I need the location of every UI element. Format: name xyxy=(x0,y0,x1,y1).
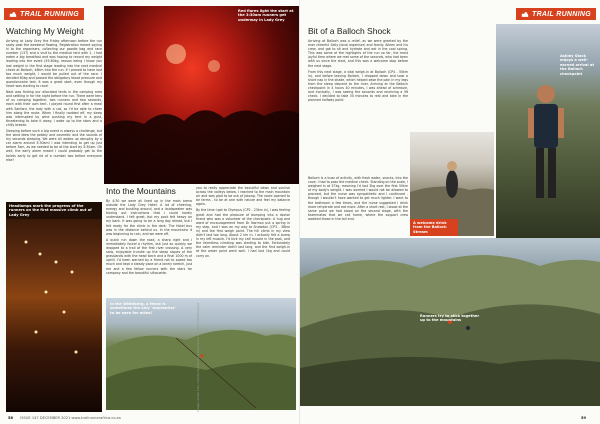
paragraph: By 4:30 we were all lined up in the main arena outside the Lady Grey Hotel. A lot of cheering, energy and bustling around, and a loudspeaker was blaring out instructions that I could hardly understand. I felt great, but my pack felt heavy on my back. It was going to be a long day ahead, but I felt ready for the climb in the dark. The Hotel bus was in the distance behind us. In the mountains it was beginning to rain, and we were off. xyxy=(106,199,192,236)
paragraph: Arriving at Lady Grey the Friday afternoon before the run sadly past the weekend flowing, Registration meant saying hi to the organisers, collecting our goodie bag and race number (137) and a visit to the medical tent with 1. I had eaten a big breakfast and was hoping to record my weight leading into the event (59-60kg, reason being I know you lost weight in the first stage leading into the next medical check at Balloch, 46km into the run. If I proved to have lost too much weight, I would be pulled out of the race. I decided 60kg and passed the obligatory blood pressure and questionnaire test. It was a great start, even though my heart was starting to race! xyxy=(6,39,102,89)
balloch-stream-photo xyxy=(410,132,494,236)
paragraph: From this next stage, a vital weigh-in at Balloch (CP4 - 50km in), and before leaving Balloch, I dropped down and took a short nap in the shade, which helped ease the pain in my legs from the steep descent to the river. Arriving at the Balloch checkpoint in 4 hours 40 minutes, I was ahead of schedule, and ironically, I was seeing the seconds and receiving a lift check. I decided to take 30 minutes to rest and take in the planned halfway point. xyxy=(308,69,408,103)
page-number: 59 xyxy=(580,416,586,420)
night-photo-caption: Red flares light the start at the 3:30am runners get underway in Lady Grey xyxy=(238,9,294,22)
right-page xyxy=(300,0,600,424)
paragraph: Arriving at Balloch was a relief, as we were greeted by the ever cheerful Sally (local organiser) and family. Aileen and his crew, and got to sit and hydrate and eat in the cool spring. This was some of the highlights of the run so far, the most joyful time where we met some of the seconds, who had been with us since the start, and this was a welcome stop before the next stage. xyxy=(308,39,408,68)
heading-balloch-shock: Bit of a Balloch Shock xyxy=(308,26,391,36)
ridge-photo-caption: In the Witteberg, a fence is sometimes the only 'waymarker' to be seen for miles! xyxy=(110,302,176,315)
valley-photo-caption: Runners try to stick together up to the mountains xyxy=(420,314,480,323)
paragraph: Balloch is a buzz of activity, with fresh water, snacks, into the cave. I had to pass the medical check. Standing on the scale, I weighed in at 57kg, meaning I'd lost 3kg over the first 50km of my body's weight. I was worried I would not be allowed to proceed, but the nurse was sympathetic and I continued - though I wouldn't have wanted to get much lighter. I went to the bathroom a few times, and the nurse suggested I drink more rehydrate and eat more. After a short rest, I stood at the same point we had stood on the second stage, with the teammates that we call home, where the support crew awaited those in the tail end. xyxy=(308,176,408,221)
section-tag xyxy=(516,8,596,20)
runner-checkpoint-photo xyxy=(496,24,600,238)
left-column-1 xyxy=(6,26,102,164)
heading-watching-weight: Watching My Weight xyxy=(6,26,84,36)
shoe-icon xyxy=(9,11,17,18)
stream-photo-caption: A welcome drink from the Balloch Stream xyxy=(410,219,458,236)
heading-into-mountains: Into the Mountains xyxy=(106,186,176,196)
photo-credit: Images: Amber Foto, Caroline Gowthorpe & Gary Dolton & Katrina Pienk/Supplied xyxy=(196,302,200,412)
section-tag-label: TRAIL RUNNING xyxy=(532,10,591,18)
section-tag-label: TRAIL RUNNING xyxy=(20,10,79,18)
left-column-2 xyxy=(106,186,192,277)
shoe-icon xyxy=(521,11,529,18)
right-column-1 xyxy=(308,26,408,104)
paragraph: Sleeping before such a big event is always a challenge, but the wind blew the pebbly and cosmetic and the sounds of my seconds sleeping. We were all wokeo up abruptly by a car alarm around 3:30am! I was intending to get up just before 3am, as we needed to be at the start by 3:30am. Oh well, the early alarm meant I could probably get to the toilets early to get rid of a number two before everyone else! xyxy=(6,128,102,162)
left-footer xyxy=(8,416,121,420)
paragraph: A quick run down the road, a sharp right and I immediately found a rhythm, but just as quickly we dropped to a trail of the first river crossing. A very slow, enjoyable trundle up the steep slopes of the grasslands with the head torch and a final 1000 m of uphill. I'd been warned by a friend not to speed too much and kept a steady pace on a lonely stretch, just me and a few fellow runners with the stars for company and the beautiful silhouette. xyxy=(106,237,192,275)
witteberg-ridge-photo xyxy=(106,298,296,410)
section-tag xyxy=(4,8,84,20)
left-column-3 xyxy=(196,186,290,260)
crowd-silhouette xyxy=(104,6,300,184)
paragraph: Next was finding our allocated tents in the camping area and settling in for the night before the run. There were tens of us camping together, two runners and two seconds, each with their own tent. I played round first after a meal with Sanford, the lady with a cat, so I'd be able to cheer him along the route. When I finally nodded off, my sleep was interrupted by wind pushing my tent in a gust, threatening to take it away. I woke up to the stars and a chilly breeze. xyxy=(6,90,102,127)
runner-photo-caption: Ashley Stack enjoys a well-earned arrival at the Balloch checkpoint xyxy=(560,54,595,76)
paragraph: By the time I got to Olympus (CP2 - 23km in), I was feeling great and had the pleasure of bumping into a doctor friend who was a volunteer at the checkpoint. A hug and word of encouragement from Dr Norman put a spring in my step, and I was on my way to Snowdon (CP3 - 38km in) and the first weigh point. The hill climb in my view didn't last too long. About 2 km in, I actually felt a bump in my left muscle. I'd kick my calf muscle in the past, and the relentless climbing was starting to bite. Fortunately the calm reminder didn't last long, and the first weigh-in at the water point went well. I had lost 1kg and could carry on. xyxy=(196,208,290,258)
right-footer xyxy=(581,416,592,420)
footer-text: ISSUE 147 DECEMBER 2021 www.trailrunnerafrica.co.za xyxy=(20,416,121,420)
page-number: 58 xyxy=(8,416,14,420)
paragraph: you to really appreciate the beautiful dawn and sunrise across the valleys below. I reached to the main mountain air and was glad to be out of Jokong. The route opened to be farms - to be at one with nature and feel my balance again. xyxy=(196,186,290,207)
start-night-photo xyxy=(104,6,300,184)
valley-runners-photo xyxy=(300,238,600,406)
right-column-2 xyxy=(308,176,408,223)
headlamp-crowd-photo xyxy=(6,202,102,412)
headlamp-dots xyxy=(6,202,102,412)
crowd-photo-caption: Headlamps mark the progress of the runners on the first massive climb out of Lady Grey xyxy=(6,202,102,219)
